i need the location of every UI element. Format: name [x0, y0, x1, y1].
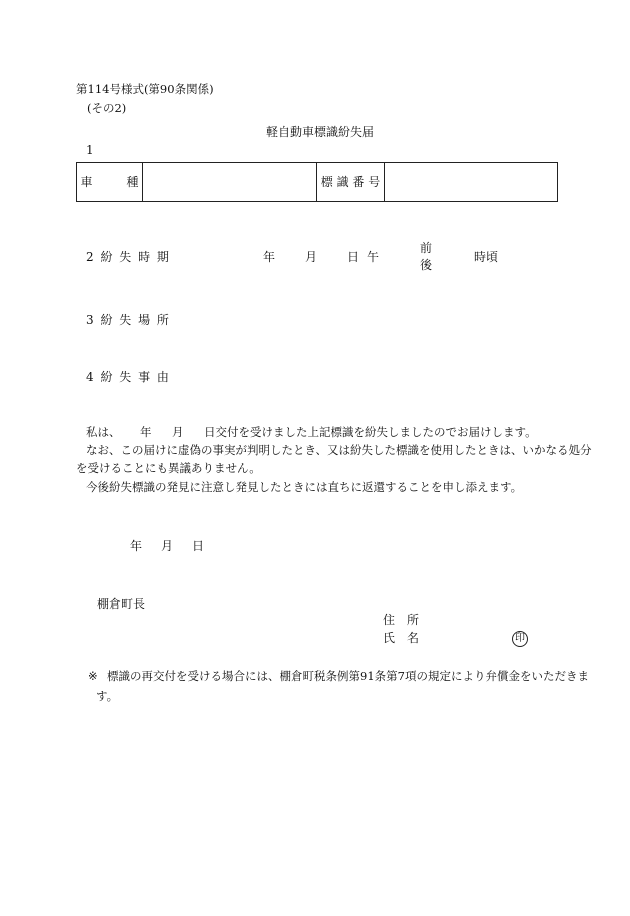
date-year-unit: 年 — [130, 539, 143, 553]
vehicle-table — [76, 162, 558, 202]
name-label: 氏 名 — [383, 631, 420, 645]
date-day-unit: 日 — [192, 539, 205, 553]
seal-mark: 印 — [512, 631, 528, 647]
addressee: 棚倉町長 — [97, 597, 146, 611]
note-line-2: す。 — [96, 689, 119, 703]
address-label: 住 所 — [383, 613, 420, 627]
loss-time-day-unit: 日 — [347, 250, 360, 264]
statement-issue-year-unit: 年 — [140, 425, 152, 439]
loss-time-noon: 午 — [367, 250, 380, 264]
item-1-number: 1 — [86, 143, 94, 157]
loss-time-am[interactable]: 前 — [420, 241, 433, 255]
statement-line-3: を受けることにも異議ありません。 — [76, 461, 261, 475]
loss-time-month-unit: 月 — [305, 250, 318, 264]
statement-line-1-start: 私は、 — [86, 425, 121, 439]
plate-number-field[interactable] — [385, 163, 558, 202]
loss-time-year-unit: 年 — [263, 250, 276, 264]
statement-line-2: なお、この届けに虚偽の事実が判明したとき、又は紛失した標識を使用したときは、いかなる処分 — [86, 443, 592, 457]
vehicle-type-field[interactable] — [143, 163, 317, 202]
statement-issue-month-unit: 月 — [172, 425, 184, 439]
date-month-unit: 月 — [161, 539, 174, 553]
loss-time-pm[interactable]: 後 — [420, 258, 433, 272]
statement-line-1-end: 日交付を受けました上記標識を紛失しましたのでお届けします。 — [204, 425, 537, 439]
form-number: 第114号様式(第90条関係) — [76, 82, 214, 96]
vehicle-type-label: 車 種 — [77, 163, 143, 202]
statement-line-4: 今後紛失標識の発見に注意し発見したときには直ちに返還することを申し添えます。 — [86, 480, 523, 494]
plate-number-label: 標 識 番 号 — [317, 163, 385, 202]
note-mark: ※ — [88, 669, 98, 683]
loss-place-label: 3 紛 失 場 所 — [86, 313, 169, 327]
note-line-1: 標識の再交付を受ける場合には、棚倉町税条例第91条第7項の規定により弁償金をいただきま — [107, 669, 589, 683]
loss-time-hour-unit: 時頃 — [474, 250, 499, 264]
sub-number: (その2) — [87, 101, 127, 115]
page-title: 軽自動車標識紛失届 — [266, 125, 375, 139]
loss-time-label: 2 紛 失 時 期 — [86, 250, 169, 264]
loss-reason-label: 4 紛 失 事 由 — [86, 370, 169, 384]
